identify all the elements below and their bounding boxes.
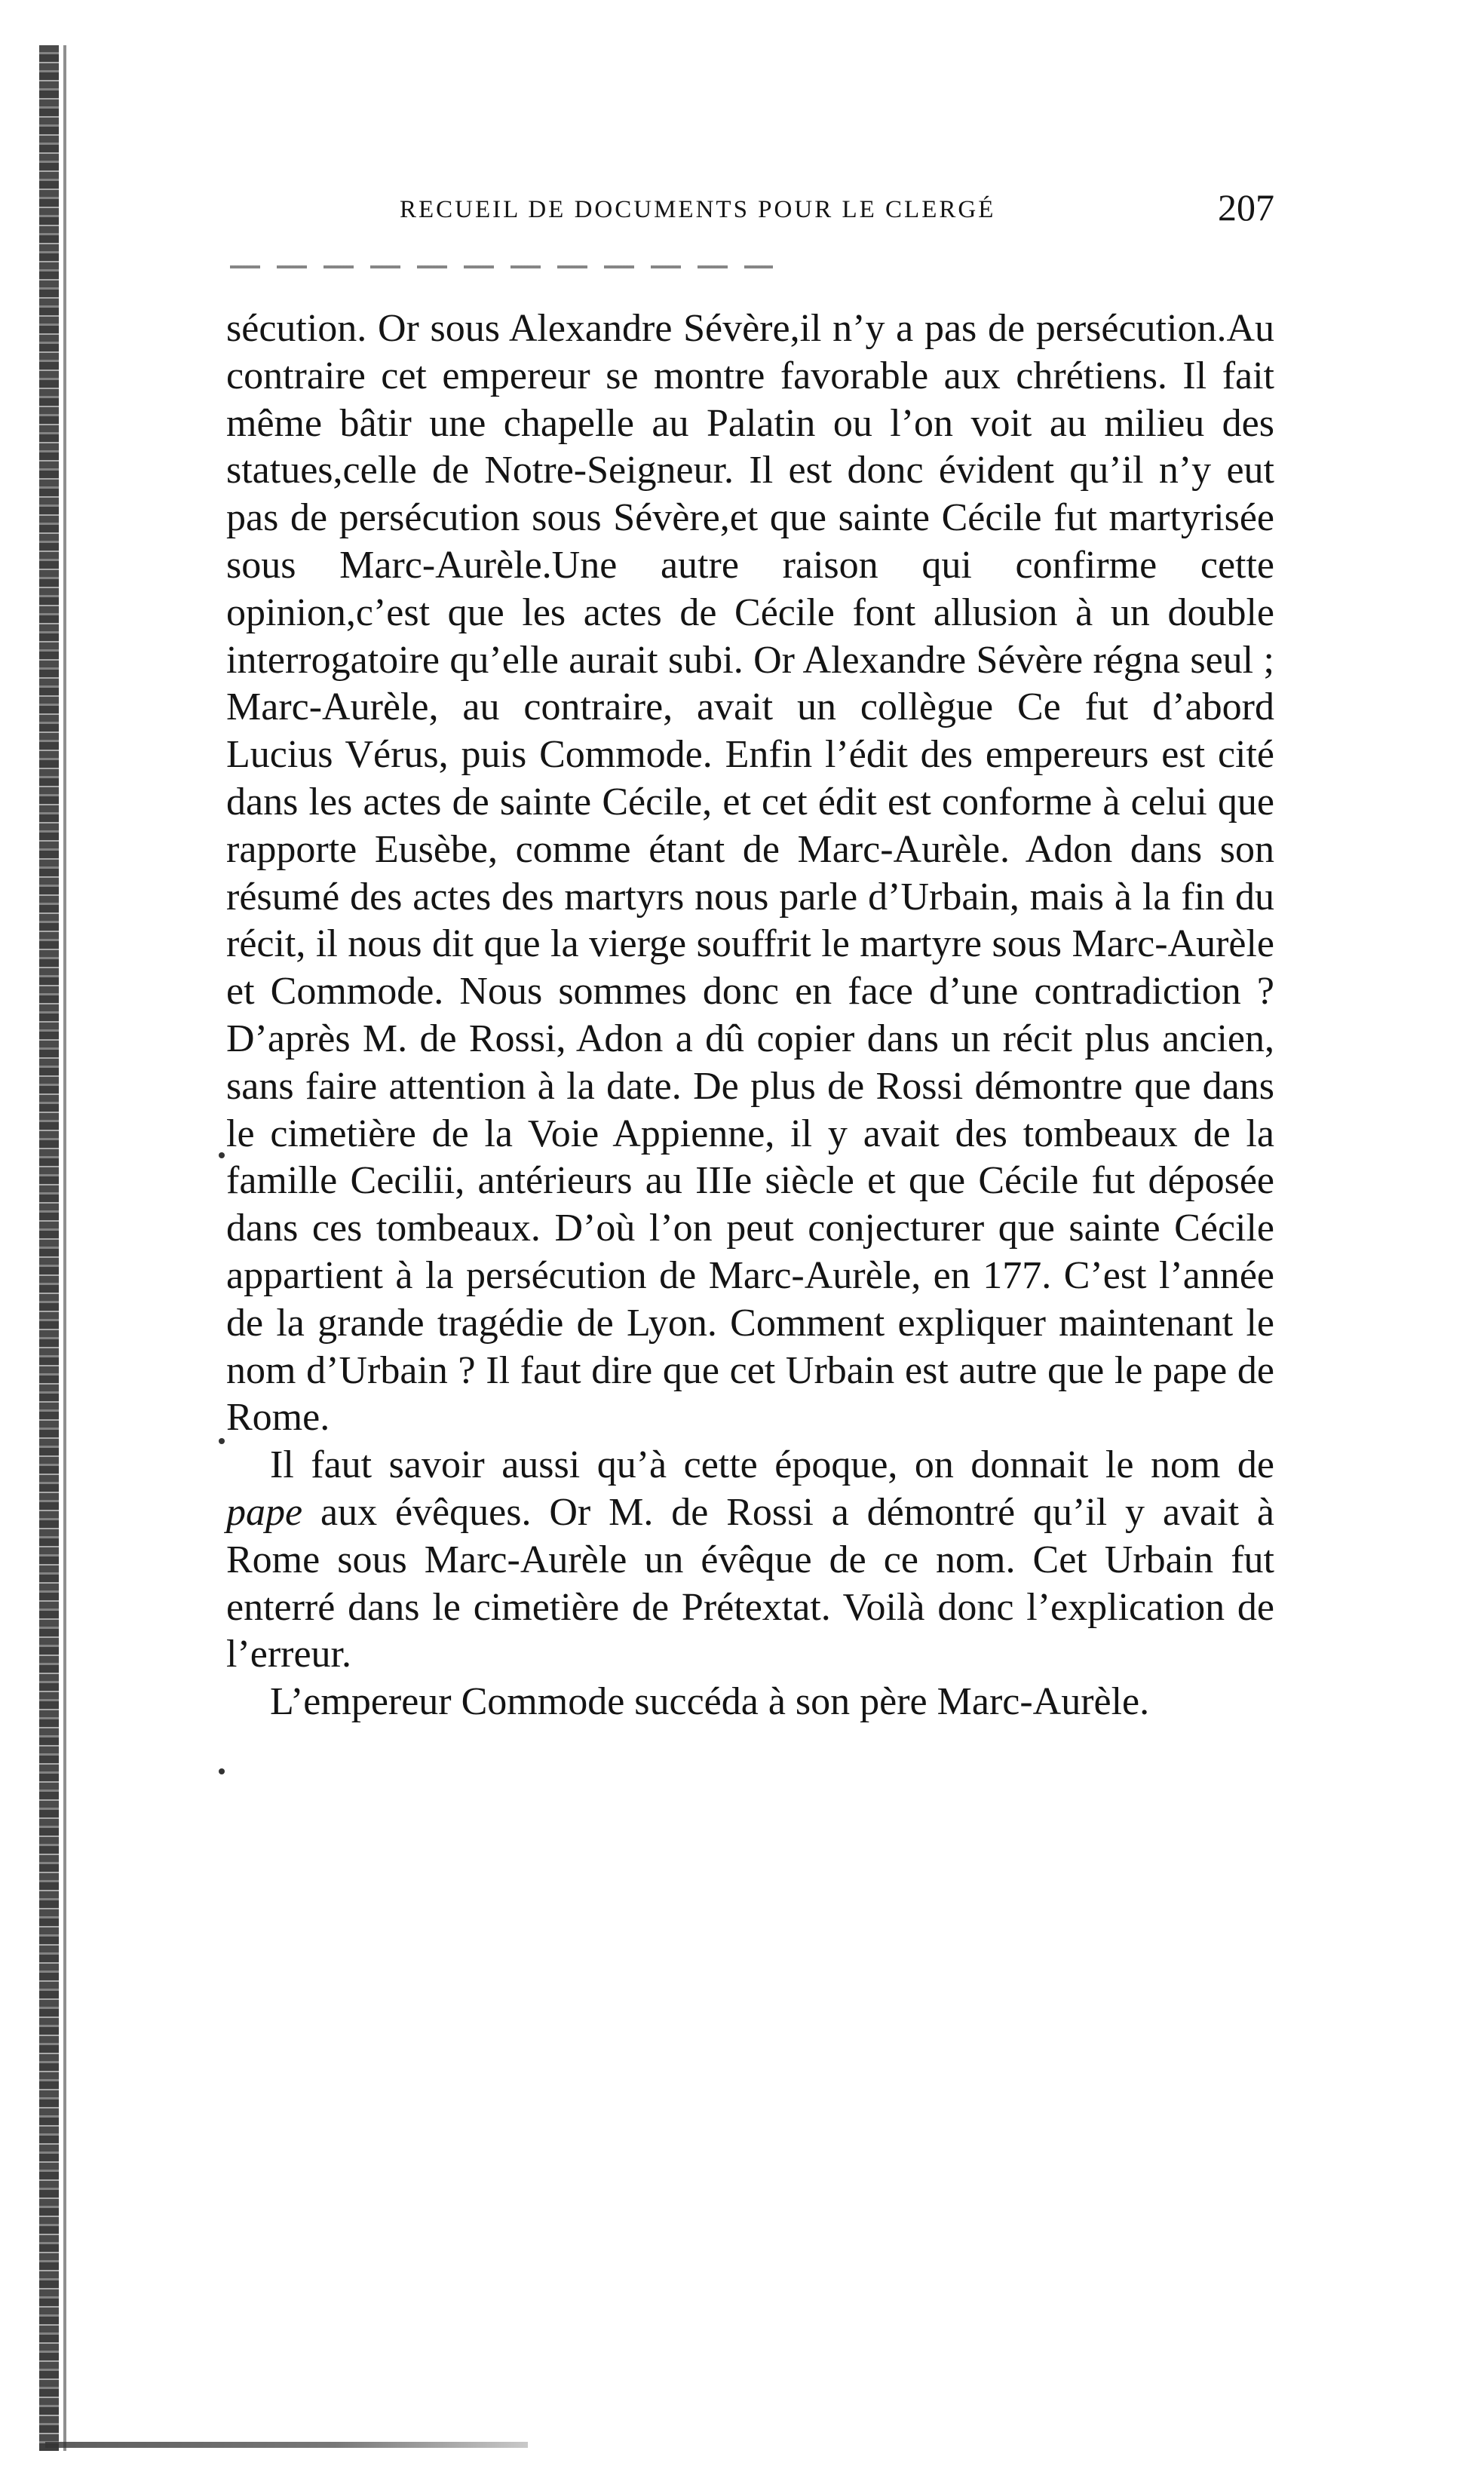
- paragraph: sécution. Or sous Alexandre Sévère,il n’y a pas de persécution.Au contraire cet empereur se montre favorable aux chrétiens. Il fait même bâtir une chapelle au Palatin ou l’on voit au milieu des statues,celle de Notre-Seigneur. Il est donc évident qu’il n’y eut pas de persécution sous Sévère,et que sainte Cécile fut martyrisée sous Marc-Aurèle.Une autre raison qui confirme cette opinion,c’est que les actes de Cécile font allusion à un double interrogatoire qu’elle aurait subi. Or Alexandre Sévère régna seul ; Marc-Aurèle, au contraire, avait un collègue Ce fut d’abord Lucius Vérus, puis Commode. Enfin l’édit des empereurs est cité dans les actes de sainte Cécile, et cet édit est conforme à celui que rapporte Eusèbe, comme étant de Marc-Aurèle. Adon dans son résumé des actes des martyrs nous parle d’Urbain, mais à la fin du récit, il nous dit que la vierge souffrit le martyre sous Marc-Aurèle et Commode. Nous sommes donc en face d’une contradiction ? D’après M. de Rossi, Adon a dû copier dans un récit plus ancien, sans faire attention à la date. De plus de Rossi démontre que dans le cimetière de la Voie Appienne, il y avait des tombeaux de la famille Cecilii, antérieurs au IIIe siècle et que Cécile fut déposée dans ces tombeaux. D’où l’on peut conjecturer que sainte Cécile appartient à la persécution de Marc-Aurèle, en 177. C’est l’année de la grande tragédie de Lyon. Comment expliquer maintenant le nom d’Urbain ? Il faut dire que cet Urbain est autre que le pape de Rome.: [226, 307, 1274, 1440]
- body-text: [226, 305, 1274, 1726]
- scan-bottom-edge: [45, 2442, 528, 2448]
- scan-binding-shadow: [63, 45, 66, 2451]
- running-title: RECUEIL DE DOCUMENTS POUR LE CLERGÉ: [400, 196, 996, 223]
- margin-mark: [219, 1768, 225, 1774]
- header-rule: [230, 265, 773, 268]
- scan-binding-edge: [39, 45, 59, 2451]
- paragraph: L’empereur Commode succéda à son père Marc-Aurèle.: [270, 1680, 1150, 1724]
- paragraph-text: aux évêques. Or M. de Rossi a démontré qu’il y avait à Rome sous Marc-Aurèle un évêque de ce nom. Cet Urbain fut enterré dans le cimetière de Prétextat. Voilà donc l’explication de l’erreur.: [226, 1490, 1274, 1676]
- margin-mark: [219, 1438, 225, 1444]
- italic-term: pape: [226, 1490, 303, 1534]
- paragraph-text: Il faut savoir aussi qu’à cette époque, on donnait le nom de: [270, 1443, 1274, 1487]
- margin-mark: [219, 1152, 225, 1158]
- running-header: [226, 186, 1274, 238]
- page-number: 207: [1218, 186, 1274, 228]
- paragraph: [226, 1442, 1274, 1679]
